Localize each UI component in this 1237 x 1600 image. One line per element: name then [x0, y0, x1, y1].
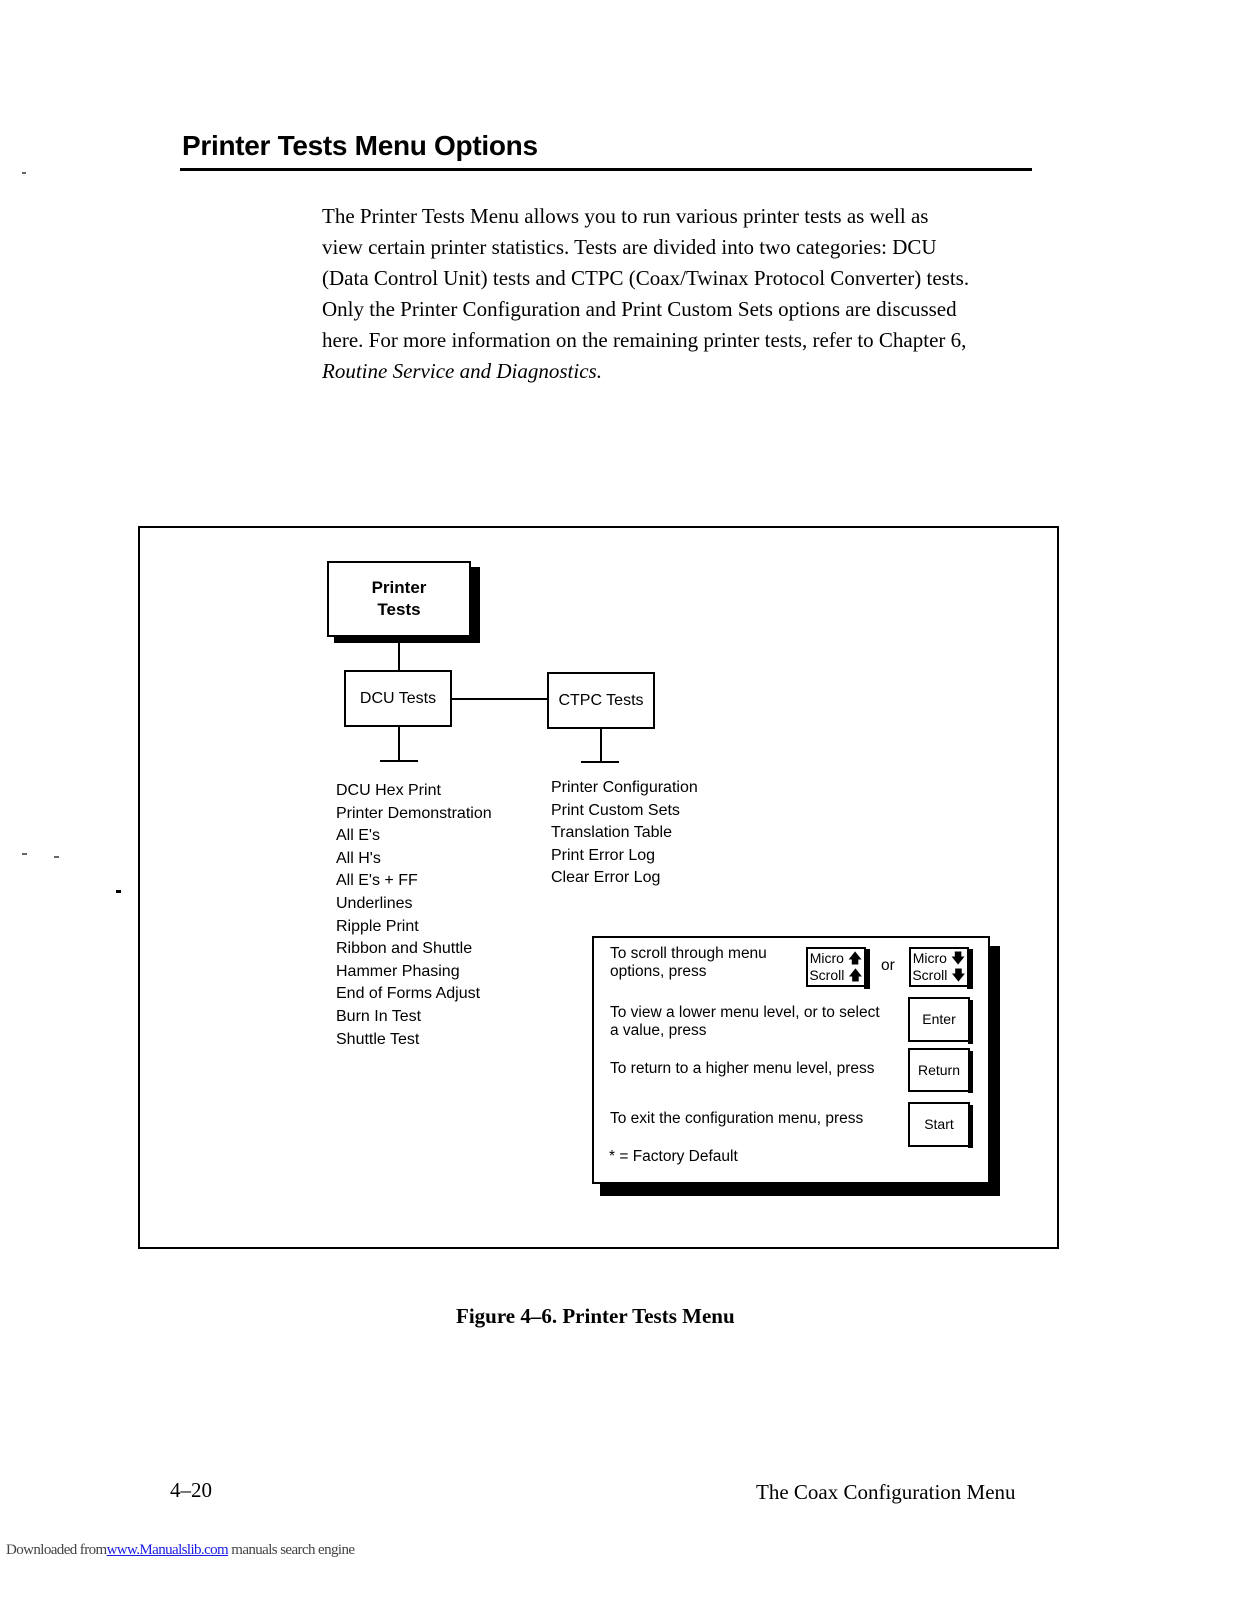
key-scroll-label: Scroll: [809, 967, 845, 983]
enter-key: [908, 997, 970, 1042]
connector-line: [600, 729, 602, 762]
connector-line: [452, 698, 548, 700]
start-key-label: Start: [924, 1116, 954, 1132]
download-suffix: manuals search engine: [228, 1542, 355, 1558]
intro-line: (Data Control Unit) tests and CTPC (Coax/Twinax Protocol Converter) tests.: [322, 266, 970, 290]
connector-line: [398, 637, 400, 671]
key-scroll-label: Scroll: [912, 967, 948, 983]
list-item: Print Error Log: [551, 846, 656, 864]
intro-reference: Routine Service and Diagnostics.: [322, 359, 602, 383]
dcu-options-list: [336, 780, 492, 1051]
connector-line: [581, 761, 619, 763]
intro-line: The Printer Tests Menu allows you to run various printer tests as well as: [322, 204, 929, 228]
list-item: Hammer Phasing: [336, 962, 460, 980]
list-item: Printer Configuration: [551, 779, 698, 796]
margin-mark: [116, 890, 121, 893]
micro-scroll-down-key: [909, 947, 969, 987]
download-note: [6, 1542, 354, 1559]
margin-mark: [54, 856, 59, 858]
list-item: Translation Table: [551, 824, 672, 842]
ctpc-tests-box: [547, 672, 655, 729]
exit-instruction: To exit the configuration menu, press: [610, 1110, 864, 1127]
printer-tests-label-line2: Tests: [377, 600, 421, 619]
arrow-down-icon: 🡇: [951, 967, 966, 983]
lower-level-instruction: [610, 1004, 880, 1040]
enter-key-label: Enter: [922, 1011, 956, 1027]
or-label: or: [881, 957, 895, 974]
list-item: Printer Demonstration: [336, 804, 492, 822]
figure-caption: Figure 4–6. Printer Tests Menu: [456, 1304, 735, 1328]
key-micro-label: Micro: [912, 950, 947, 966]
list-item: Burn In Test: [336, 1007, 422, 1025]
list-item: All H's: [336, 849, 381, 867]
intro-line: view certain printer statistics. Tests are divided into two categories: DCU: [322, 235, 937, 259]
running-footer: The Coax Configuration Menu: [756, 1480, 1016, 1504]
list-item: DCU Hex Print: [336, 782, 441, 799]
lower-level-line2: a value, press: [610, 1022, 707, 1039]
higher-level-instruction: To return to a higher menu level, press: [610, 1060, 875, 1077]
ctpc-options-list: [551, 777, 698, 890]
margin-mark: [22, 853, 27, 855]
intro-line: Only the Printer Configuration and Print Custom Sets options are discussed: [322, 297, 957, 321]
title-rule: [180, 168, 1032, 171]
dcu-tests-label: DCU Tests: [359, 689, 437, 707]
list-item: Ripple Print: [336, 917, 419, 935]
connector-line: [398, 727, 400, 761]
intro-line: here. For more information on the remaining printer tests, refer to Chapter 6,: [322, 328, 967, 352]
start-key: [908, 1102, 970, 1147]
section-title: Printer Tests Menu Options: [182, 130, 538, 161]
list-item: All E's + FF: [336, 872, 418, 890]
printer-tests-box: [327, 561, 471, 637]
return-key-label: Return: [917, 1061, 961, 1078]
dcu-tests-box: [344, 670, 452, 727]
arrow-up-icon: 🡅: [847, 950, 863, 966]
connector-line: [380, 760, 418, 762]
list-item: Shuttle Test: [336, 1030, 420, 1048]
list-item: Print Custom Sets: [551, 801, 680, 819]
scroll-instruction-line1: To scroll through menu: [610, 945, 767, 962]
download-prefix: Downloaded from: [6, 1542, 107, 1558]
page-number: 4–20: [170, 1478, 212, 1502]
arrow-up-icon: 🡅: [848, 967, 863, 983]
arrow-down-icon: 🡇: [950, 950, 966, 966]
list-item: Ribbon and Shuttle: [336, 940, 473, 958]
printer-tests-label-line1: Printer: [371, 578, 427, 597]
scroll-instruction-line2: options, press: [610, 963, 707, 980]
scroll-instruction: [610, 945, 767, 981]
nav-panel-shadow: [600, 1182, 1000, 1196]
return-key: [908, 1048, 970, 1092]
list-item: Clear Error Log: [551, 869, 661, 887]
list-item: Underlines: [336, 894, 413, 912]
list-item: End of Forms Adjust: [336, 985, 481, 1003]
list-item: All E's: [336, 827, 380, 845]
micro-scroll-up-key: [806, 947, 866, 987]
lower-level-line1: To view a lower menu level, or to select: [610, 1004, 880, 1021]
factory-default-note: * = Factory Default: [609, 1148, 738, 1165]
intro-paragraph: [322, 201, 1012, 387]
manualslib-link[interactable]: www.Manualslib.com: [106, 1542, 229, 1558]
key-micro-label: Micro: [809, 950, 844, 966]
margin-mark: [22, 172, 26, 174]
ctpc-tests-label: CTPC Tests: [558, 691, 644, 709]
